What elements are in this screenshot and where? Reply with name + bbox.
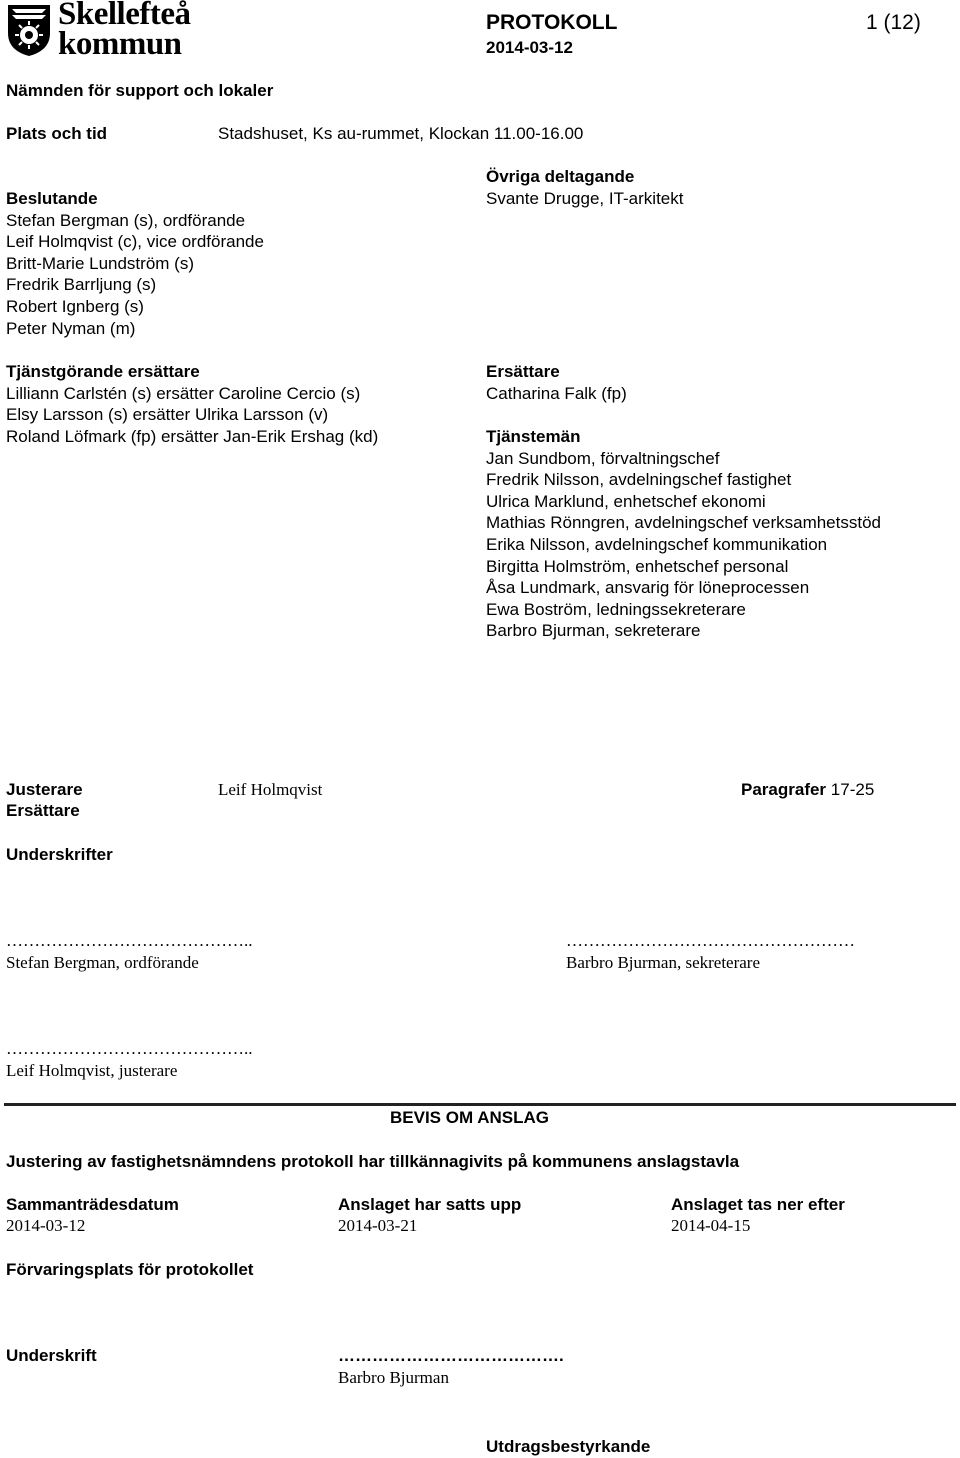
list-item: Erika Nilsson, avdelningschef kommunikation — [486, 534, 828, 554]
sammantradesdatum-value: 2014-03-12 — [6, 1216, 86, 1235]
ersattare-heading: Ersättare — [486, 362, 560, 381]
forvaringsplats-label: Förvaringsplats för protokollet — [6, 1260, 254, 1279]
justering-ersattare-label: Ersättare — [6, 801, 80, 820]
list-item: Stefan Bergman (s), ordförande — [6, 210, 246, 230]
anslaget-nertaget-label: Anslaget tas ner efter — [671, 1195, 845, 1214]
document-type: PROTOKOLL — [486, 11, 618, 34]
municipality-logo — [6, 0, 206, 62]
anslaget-uppsatt-label: Anslaget har satts upp — [338, 1195, 522, 1214]
utdragsbestyrkande-label: Utdragsbestyrkande — [486, 1437, 651, 1456]
ovriga-heading: Övriga deltagande — [486, 167, 635, 186]
paragrafer-label: Paragrafer — [741, 780, 827, 799]
bevis-text: Justering av fastighetsnämndens protokoll har tillkännagivits på kommunens anslagstavla — [6, 1152, 740, 1171]
list-item: Birgitta Holmström, enhetschef personal — [486, 556, 789, 576]
tjanstgorande-heading: Tjänstgörande ersättare — [6, 362, 200, 381]
list-item: Mathias Rönngren, avdelningschef verksamhetsstöd — [486, 513, 881, 533]
signature-line: …………………………………. — [338, 1346, 564, 1365]
section-divider — [4, 1103, 956, 1106]
document-date: 2014-03-12 — [486, 38, 573, 57]
ovriga-section — [486, 166, 683, 209]
signatory-name: Barbro Bjurman, sekreterare — [566, 953, 760, 972]
tjanstemen-heading: Tjänstemän — [486, 427, 581, 446]
list-item: Barbro Bjurman, sekreterare — [486, 621, 701, 641]
sammantradesdatum-label: Sammanträdesdatum — [6, 1195, 179, 1214]
signature-line: …………………………………………… — [566, 931, 855, 950]
list-item: Roland Löfmark (fp) ersätter Jan-Erik Ershag (kd) — [6, 426, 379, 446]
underskrift-label: Underskrift — [6, 1346, 97, 1365]
justerare-value: Leif Holmqvist — [218, 780, 323, 799]
list-item: Peter Nyman (m) — [6, 318, 136, 338]
underskrifter-label: Underskrifter — [6, 845, 113, 864]
ersattare-section — [486, 361, 627, 404]
list-item: Elsy Larsson (s) ersätter Ulrika Larsson (v) — [6, 405, 329, 425]
bevis-heading: BEVIS OM ANSLAG — [390, 1108, 549, 1127]
signature-line: …………………………………….. — [6, 931, 253, 950]
coat-of-arms-icon — [6, 3, 52, 57]
signatory-name: Leif Holmqvist, justerare — [6, 1061, 178, 1080]
list-item: Britt-Marie Lundström (s) — [6, 253, 194, 273]
list-item: Robert Ignberg (s) — [6, 296, 144, 316]
list-item: Fredrik Barrljung (s) — [6, 275, 157, 295]
list-item: Lilliann Carlstén (s) ersätter Caroline Cercio (s) — [6, 383, 361, 403]
signatory-name: Stefan Bergman, ordförande — [6, 953, 199, 972]
place-label: Plats och tid — [6, 124, 108, 143]
committee-name: Nämnden för support och lokaler — [6, 81, 274, 100]
signature-line: …………………………………….. — [6, 1039, 253, 1058]
beslutande-section — [6, 188, 264, 339]
page-number: 1 (12) — [866, 11, 921, 34]
paragrafer — [741, 779, 874, 801]
list-item: Fredrik Nilsson, avdelningschef fastighet — [486, 470, 792, 490]
list-item: Åsa Lundmark, ansvarig för löneprocessen — [486, 578, 810, 598]
list-item: Jan Sundbom, förvaltningschef — [486, 448, 720, 468]
beslutande-heading: Beslutande — [6, 189, 98, 208]
list-item: Ulrica Marklund, enhetschef ekonomi — [486, 491, 766, 511]
list-item: Ewa Boström, ledningssekreterare — [486, 599, 746, 619]
logo-wordmark: Skellefteå kommun — [58, 0, 191, 62]
justerare-label: Justerare — [6, 780, 83, 799]
anslaget-uppsatt-value: 2014-03-21 — [338, 1216, 418, 1235]
tjanstemen-section — [486, 426, 881, 642]
list-item: Leif Holmqvist (c), vice ordförande — [6, 232, 264, 252]
anslaget-nertaget-value: 2014-04-15 — [671, 1216, 751, 1235]
signatory-name: Barbro Bjurman — [338, 1368, 449, 1387]
tjanstgorande-section — [6, 361, 378, 447]
paragrafer-value: 17-25 — [830, 780, 875, 799]
list-item: Svante Drugge, IT-arkitekt — [486, 188, 684, 208]
list-item: Catharina Falk (fp) — [486, 383, 627, 403]
place-value: Stadshuset, Ks au-rummet, Klockan 11.00-16.00 — [218, 124, 584, 143]
